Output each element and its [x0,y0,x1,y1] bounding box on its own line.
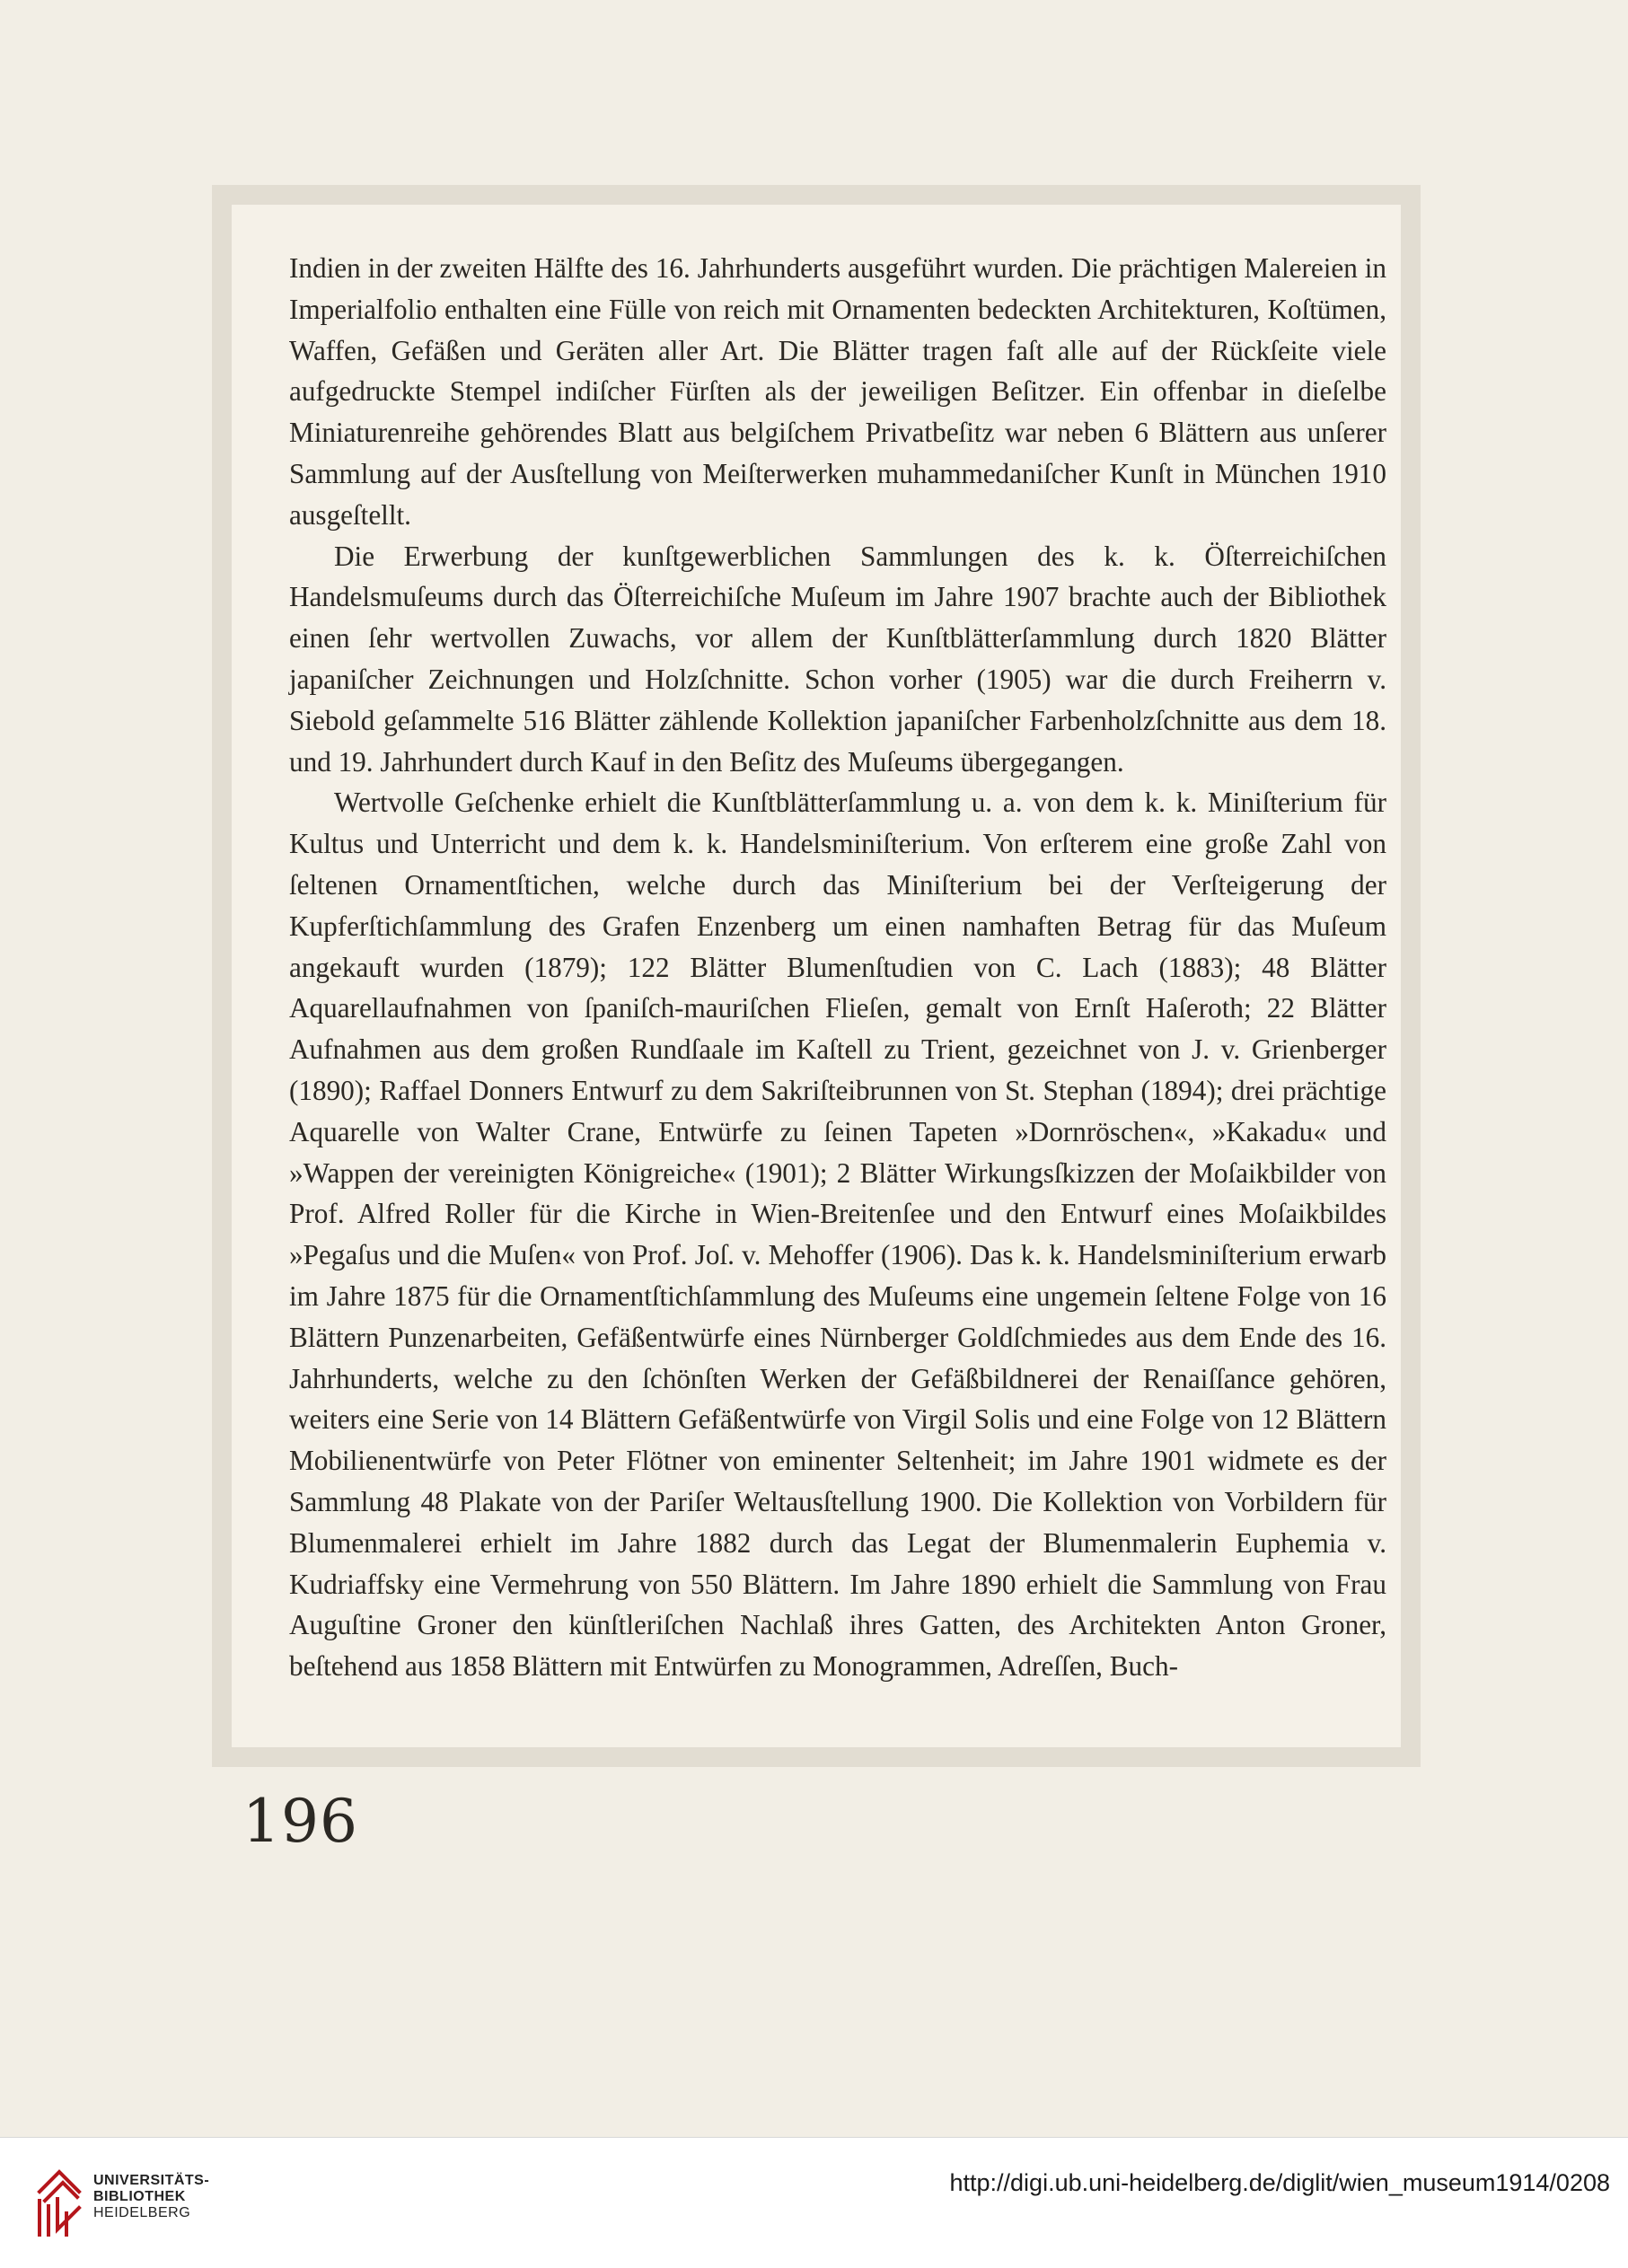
library-name-line2: BIBLIOTHEK [93,2189,186,2204]
paragraph-1: Indien in der zweiten Hälfte des 16. Jahrhunderts ausgeführt wurden. Die prächtigen Malereien in Imperialfolio enthalten eine Fülle von reich mit Ornamenten bedeckten Architekturen, Koſtümen, Waffen, Gefäßen und Geräten aller Art. Die Blätter tragen faſt alle auf der Rückſeite viele aufgedruckte Stempel indiſcher Fürſten als der jeweiligen Beſitzer. Ein offenbar in dieſelbe Miniaturenreihe gehörendes Blatt aus belgiſchem Privatbeſitz war neben 6 Blättern aus unſerer Sammlung auf der Ausſtellung von Meiſterwerken muhammedaniſcher Kunſt in München 1910 ausgeſtellt. [289,252,1386,531]
library-name-line3: HEIDELBERG [93,2205,191,2220]
paragraph-3: Wertvolle Geſchenke erhielt die Kunſtblätterſammlung u. a. von dem k. k. Miniſterium für Kultus und Unterricht und dem k. k. Handelsminiſterium. Von erſterem eine große Zahl von ſeltenen Ornamentſtichen, welche durch das Miniſterium bei der Verſteigerung der Kupferſtichſammlung des Grafen Enzenberg um einen namhaften Betrag für das Muſeum angekauft wurden (1879); 122 Blätter Blumenſtudien von C. Lach (1883); 48 Blätter Aquarellaufnahmen von ſpaniſch-mauriſchen Flieſen, gemalt von Ernſt Haſeroth; 22 Blätter Aufnahmen aus dem großen Rundſaale im Kaſtell zu Trient, gezeichnet von J. v. Grienberger (1890); Raffael Donners Entwurf zu dem Sakriſteibrunnen von St. Stephan (1894); drei prächtige Aquarelle von Walter Crane, Entwürfe zu ſeinen Tapeten »Dornröschen«, »Kakadu« und »Wappen der vereinigten Königreiche« (1901); 2 Blätter Wirkungsſkizzen der Moſaikbilder von Prof. Alfred Roller für die Kirche in Wien-Breitenſee und den Entwurf eines Moſaikbildes »Pegaſus und die Muſen« von Prof. Joſ. v. Mehoffer (1906). Das k. k. Handelsminiſterium erwarb im Jahre 1875 für die Ornamentſtichſammlung des Muſeums eine ungemein ſeltene Folge von 16 Blättern Punzenarbeiten, Gefäßentwürfe eines Nürnberger Goldſchmiedes aus dem Ende des 16. Jahrhunderts, welche zu den ſchönſten Werken der Gefäßbildnerei der Renaiſſance gehören, weiters eine Serie von 14 Blättern Gefäßentwürfe von Virgil Solis und eine Folge von 12 Blättern Mobilienentwürfe von Peter Flötner von eminenter Seltenheit; im Jahre 1901 widmete es der Sammlung 48 Plakate von der Pariſer Weltausſtellung 1900. Die Kollektion von Vorbildern für Blumenmalerei erhielt im Jahre 1882 durch das Legat der Blumenmalerin Euphemia v. Kudriaffsky eine Vermehrung von 550 Blättern. Im Jahre 1890 erhielt die Sammlung von Frau Auguſtine Groner den künſtleriſchen Nachlaß ihres Gatten, des Architekten Anton Groner, beſtehend aus 1858 Blättern mit Entwürfen zu Monogrammen, Adreſſen, Buch- [289,787,1386,1683]
library-name [93,2173,209,2221]
source-url-link[interactable]: http://digi.ub.uni-heidelberg.de/diglit/wien_museum1914/0208 [949,2169,1610,2196]
body-text [289,248,1386,1687]
footer-bar [0,2137,1628,2268]
library-name-line1: UNIVERSITÄTS- [93,2173,210,2188]
ub-heidelberg-logo-icon [32,2159,86,2240]
text-panel [232,205,1401,1747]
page-number: 196 [242,1787,358,1856]
paragraph-2: Die Erwerbung der kunſtgewerblichen Sammlungen des k. k. Öſterreichiſchen Handelsmuſeums durch das Öſterreichiſche Muſeum im Jahre 1907 brachte auch der Bibliothek einen ſehr wertvollen Zuwachs, vor allem der Kunſtblätterſammlung durch 1820 Blätter japaniſcher Zeichnungen und Holzſchnitte. Schon vorher (1905) war die durch Freiherrn v. Siebold geſammelte 516 Blätter zählende Kollektion japaniſcher Farbenholzſchnitte aus dem 18. und 19. Jahrhundert durch Kauf in den Beſitz des Muſeums übergegangen. [289,540,1386,778]
